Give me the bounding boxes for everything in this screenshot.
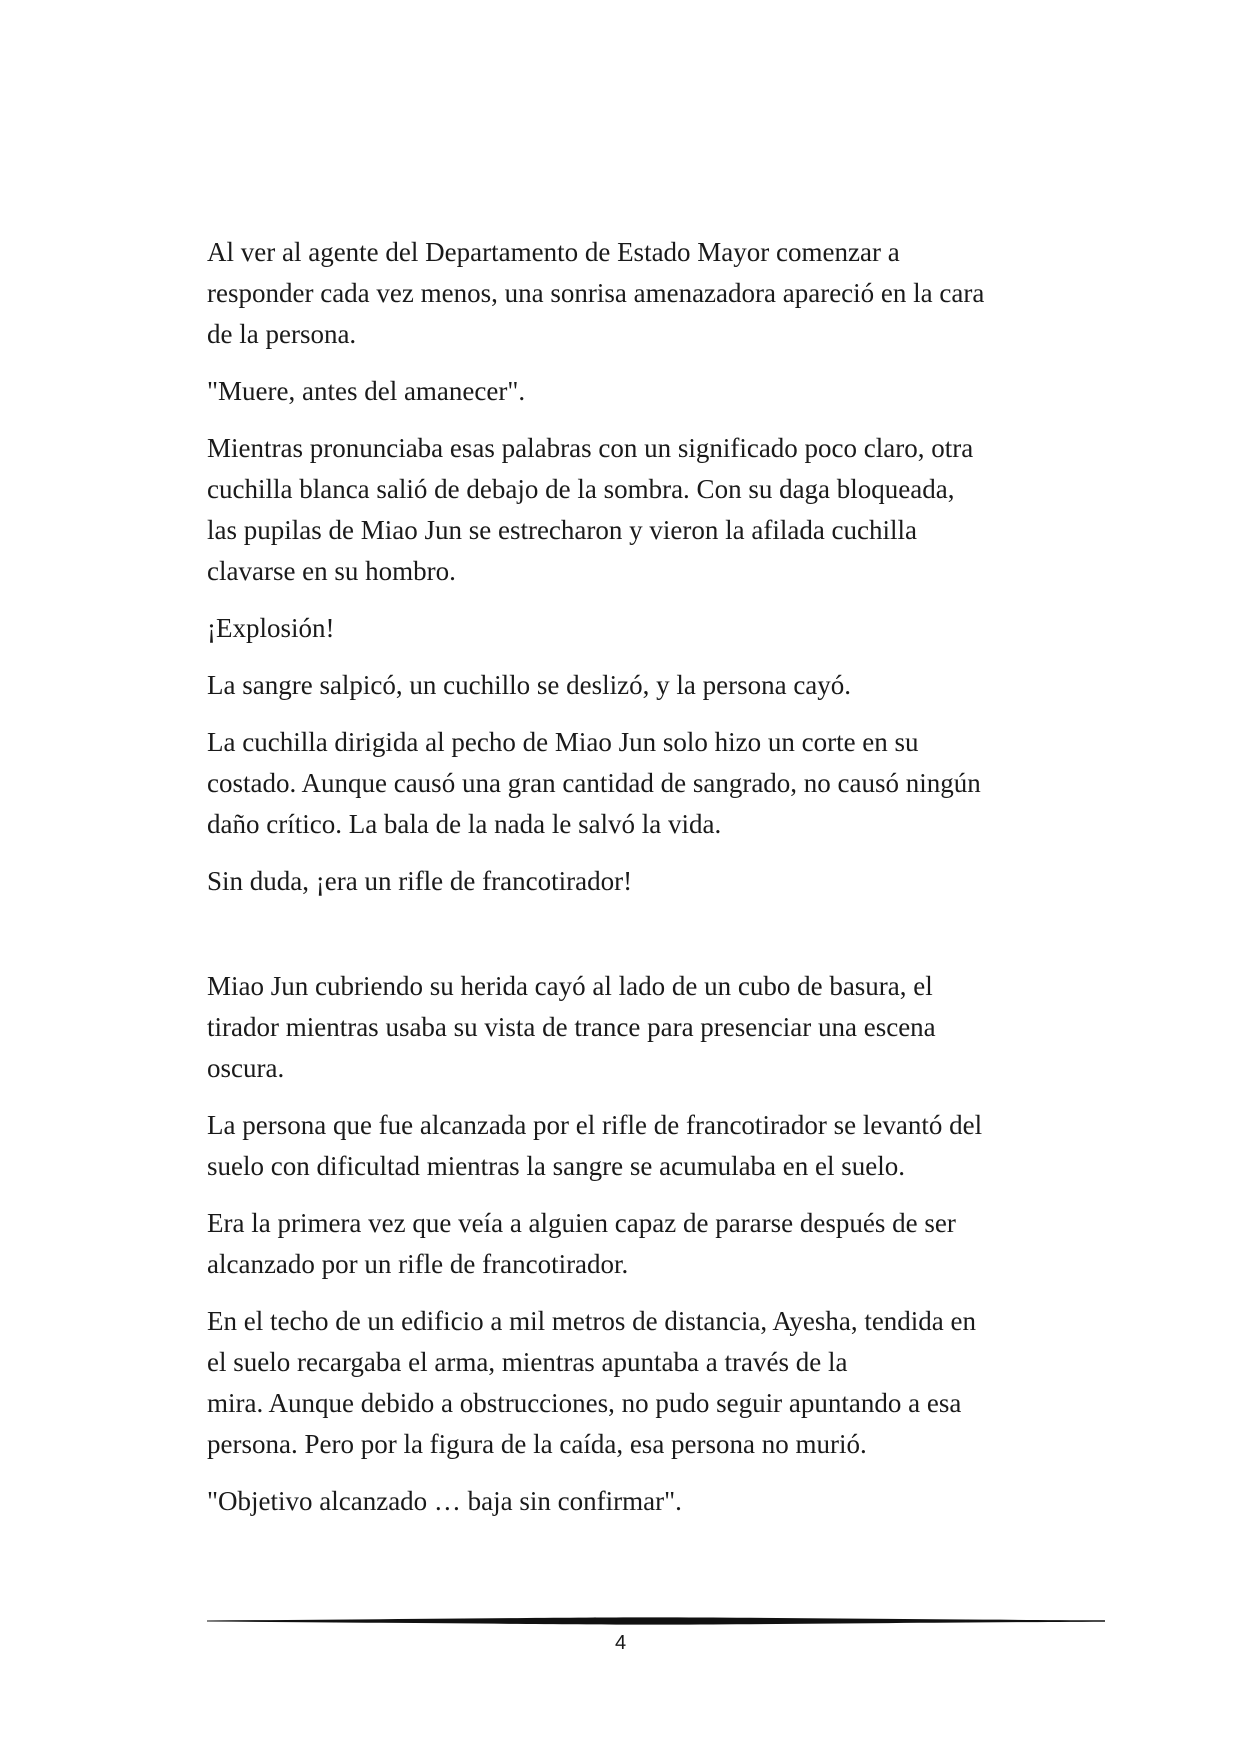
section-break	[207, 918, 1077, 966]
paragraph: Sin duda, ¡era un rifle de francotirador!	[207, 866, 633, 896]
paragraph: Miao Jun cubriendo su herida cayó al lado de un cubo de basura, el tirador mientras usaba su vista de trance para presenciar una escena oscura.	[207, 971, 936, 1083]
paragraph: ¡Explosión!	[207, 613, 335, 643]
page-body	[207, 232, 1077, 1538]
page-number: 4	[614, 1632, 627, 1654]
paragraph: La cuchilla dirigida al pecho de Miao Jun solo hizo un corte en su costado. Aunque causó una gran cantidad de sangrado, no causó ningún daño crítico. La bala de la nada le salvó la vida.	[207, 727, 981, 839]
paragraph: Mientras pronunciaba esas palabras con un significado poco claro, otra cuchilla blanca salió de debajo de la sombra. Con su daga bloqueada, las pupilas de Miao Jun se estrecharon y vieron la afilada cuchilla clavarse en su hombro.	[207, 433, 974, 586]
paragraph: "Muere, antes del amanecer".	[207, 376, 526, 406]
paragraph: Era la primera vez que veía a alguien capaz de pararse después de ser alcanzado por un rifle de francotirador.	[207, 1208, 956, 1279]
paragraph: "Objetivo alcanzado … baja sin confirmar".	[207, 1486, 682, 1516]
paragraph: La sangre salpicó, un cuchillo se deslizó, y la persona cayó.	[207, 670, 852, 700]
paragraph: En el techo de un edificio a mil metros de distancia, Ayesha, tendida en el suelo recargaba el arma, mientras apuntaba a través de la mira. Aunque debido a obstrucciones, no pudo seguir apuntando a esa persona. Pero por la figura de la caída, esa persona no murió.	[207, 1306, 977, 1459]
footer-divider	[207, 1614, 1105, 1628]
paragraph: La persona que fue alcanzada por el rifle de francotirador se levantó del suelo con dificultad mientras la sangre se acumulaba en el suelo.	[207, 1110, 983, 1181]
paragraph: Al ver al agente del Departamento de Estado Mayor comenzar a responder cada vez menos, una sonrisa amenazadora apareció en la cara de la persona.	[207, 237, 985, 349]
